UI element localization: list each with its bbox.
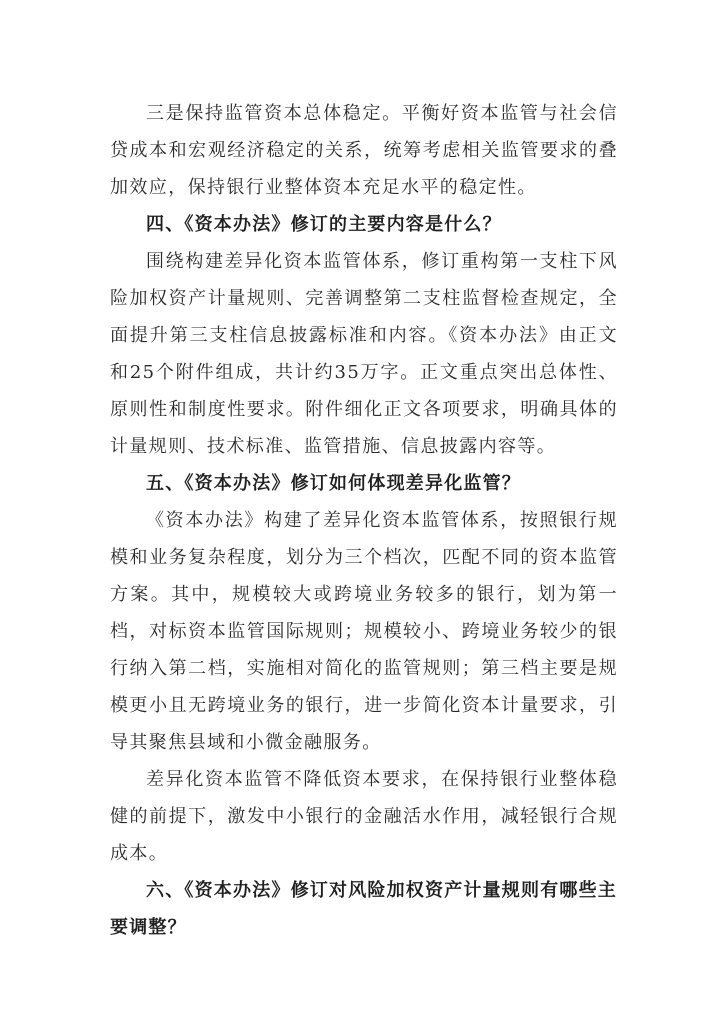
paragraph-differentiated-framework: 《资本办法》构建了差异化资本监管体系，按照银行规模和业务复杂程度，划分为三个档次，匹配不同的资本监管方案。其中，规模较大或跨境业务较多的银行，划为第一档，对标资本监管国际规则；规模较小、跨境业务较少的银行纳入第二档，实施相对简化的监管规则；第三档主要是规模更小且无跨境业务的银行，进一步简化资本计量要求，引导其聚焦县域和小微金融服务。	[110, 510, 618, 753]
section-heading-6: 六、《资本办法》修订对风险加权资产计量规则有哪些主要调整？	[110, 880, 617, 938]
paragraph-differentiated-requirements: 差异化资本监管不降低资本要求，在保持银行业整体稳健的前提下，激发中小银行的金融活水作用，减轻银行合规成本。	[110, 769, 618, 864]
section-heading-5: 五、《资本办法》修订如何体现差异化监管？	[146, 473, 521, 494]
section-heading-4: 四、《资本办法》修订的主要内容是什么？	[146, 214, 502, 235]
document-body	[110, 95, 618, 946]
paragraph-main-content: 围绕构建差异化资本监管体系，修订重构第一支柱下风险加权资产计量规则、完善调整第二支柱监督检查规定，全面提升第三支柱信息披露标准和内容。《资本办法》由正文和25个附件组成，共计约35万字。正文重点突出总体性、原则性和制度性要求。附件细化正文各项要求，明确具体的计量规则、技术标准、监管措施、信息披露内容等。	[110, 251, 618, 457]
paragraph-capital-stability: 三是保持监管资本总体稳定。平衡好资本监管与社会信贷成本和宏观经济稳定的关系，统筹考虑相关监管要求的叠加效应，保持银行业整体资本充足水平的稳定性。	[110, 103, 618, 198]
